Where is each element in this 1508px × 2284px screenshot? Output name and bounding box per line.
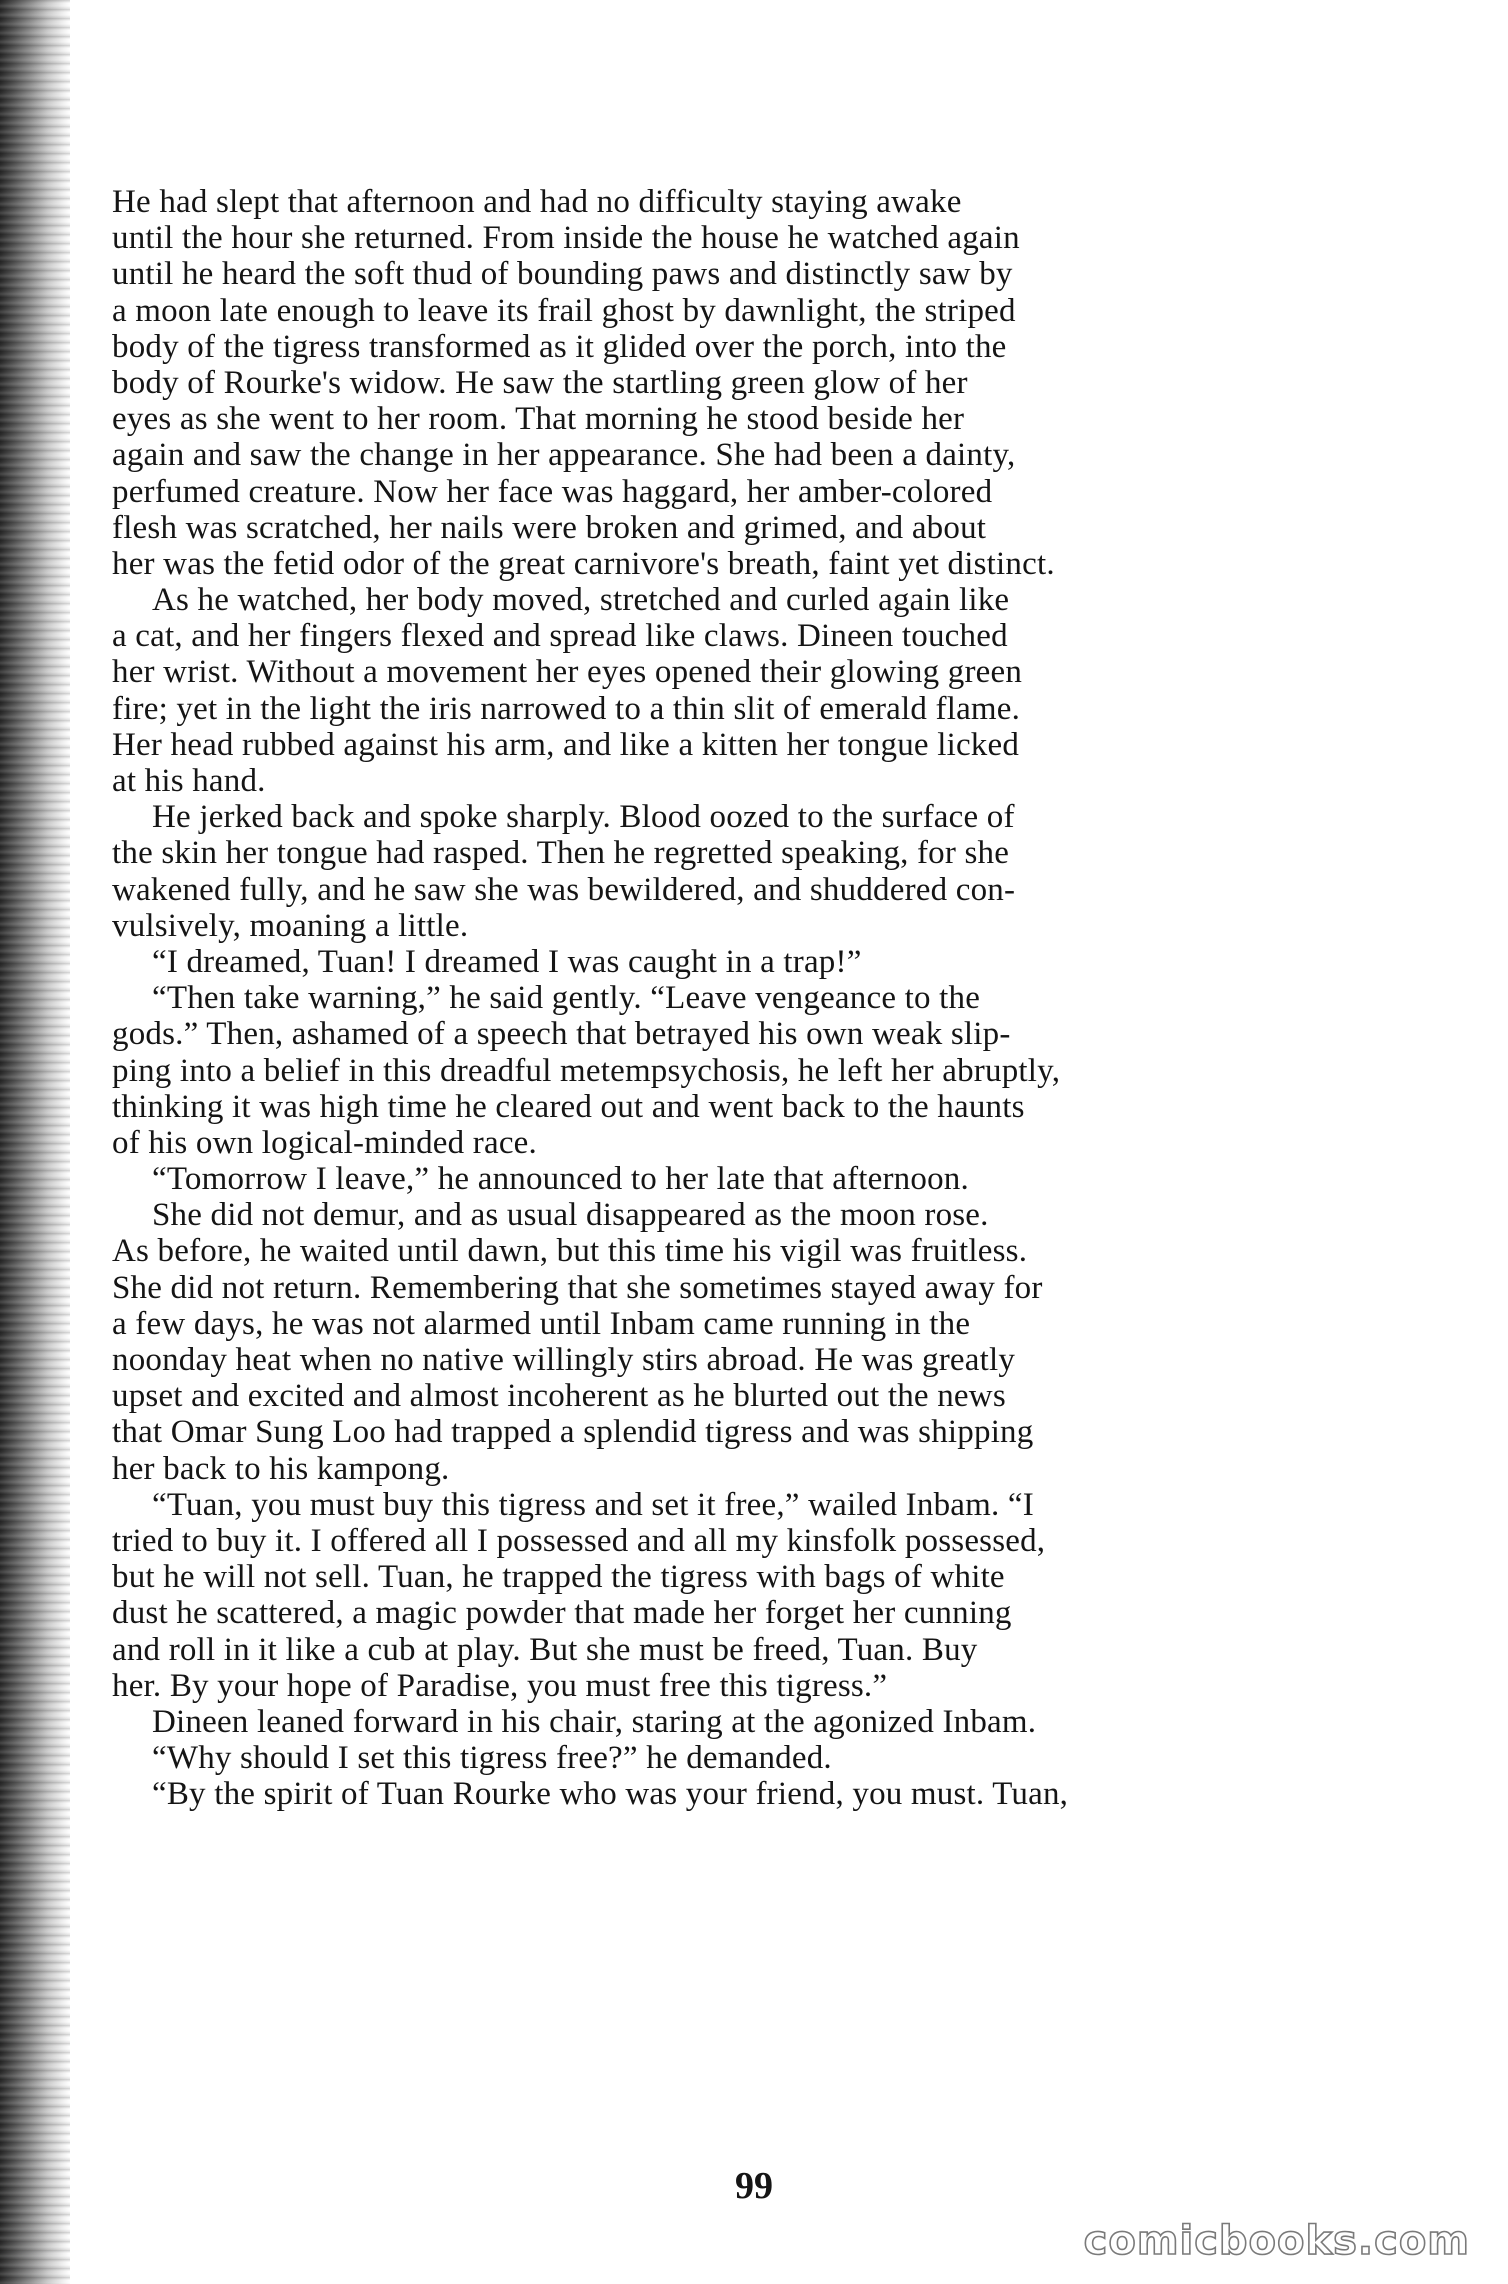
text-line: As he watched, her body moved, stretched and curled again like bbox=[152, 582, 1010, 619]
text-line: eyes as she went to her room. That morning he stood beside her bbox=[112, 401, 965, 438]
text-line: “Then take warning,” he said gently. “Leave vengeance to the bbox=[152, 980, 981, 1017]
text-line: “Tuan, you must buy this tigress and set it free,” wailed Inbam. “I bbox=[152, 1486, 1034, 1523]
text-line: “Why should I set this tigress free?” he demanded. bbox=[152, 1740, 832, 1777]
text-line: fire; yet in the light the iris narrowed to a thin slit of emerald flame. bbox=[112, 690, 1021, 727]
text-line: Dineen leaned forward in his chair, staring at the agonized Inbam. bbox=[152, 1703, 1037, 1740]
page-number: 99 bbox=[735, 2165, 773, 2207]
text-line: “By the spirit of Tuan Rourke who was your friend, you must. Tuan, bbox=[152, 1776, 1069, 1813]
text-line: her wrist. Without a movement her eyes opened their glowing green bbox=[112, 654, 1023, 691]
text-line: vulsively, moaning a little. bbox=[112, 907, 469, 944]
text-line: dust he scattered, a magic powder that made her forget her cunning bbox=[112, 1595, 1012, 1632]
text-line: flesh was scratched, her nails were broken and grimed, and about bbox=[112, 509, 987, 546]
text-line: noonday heat when no native willingly stirs abroad. He was greatly bbox=[112, 1342, 1016, 1378]
text-line: a moon late enough to leave its frail ghost by dawnlight, the striped bbox=[112, 292, 1016, 329]
page-binding-edge bbox=[0, 0, 70, 2284]
text-line: He had slept that afternoon and had no difficulty staying awake bbox=[112, 184, 962, 220]
text-line: wakened fully, and he saw she was bewildered, and shuddered con- bbox=[112, 871, 1016, 908]
text-line: of his own logical-minded race. bbox=[112, 1124, 537, 1161]
text-line: but he will not sell. Tuan, he trapped the tigress with bags of white bbox=[112, 1559, 1005, 1596]
text-line: the skin her tongue had rasped. Then he regretted speaking, for she bbox=[112, 835, 1010, 872]
text-line: and roll in it like a cub at play. But she must be freed, Tuan. Buy bbox=[112, 1631, 978, 1668]
story-text bbox=[112, 184, 1412, 1812]
text-line: As before, he waited until dawn, but this time his vigil was fruitless. bbox=[112, 1233, 1028, 1270]
text-line: She did not return. Remembering that she sometimes stayed away for bbox=[112, 1269, 1043, 1306]
text-line: “Tomorrow I leave,” he announced to her late that afternoon. bbox=[152, 1161, 969, 1198]
text-line: tried to buy it. I offered all I possessed and all my kinsfolk possessed, bbox=[112, 1522, 1046, 1559]
text-line: again and saw the change in her appearance. She had been a dainty, bbox=[112, 437, 1016, 474]
watermark: comicbooks.com bbox=[1083, 2218, 1470, 2264]
text-line: upset and excited and almost incoherent as he blurted out the news bbox=[112, 1378, 1006, 1415]
text-line: until the hour she returned. From inside the house he watched again bbox=[112, 220, 1020, 257]
text-line: perfumed creature. Now her face was haggard, her amber-colored bbox=[112, 473, 993, 510]
text-line: ping into a belief in this dreadful metempsychosis, he left her abruptly, bbox=[112, 1052, 1061, 1089]
text-line: at his hand. bbox=[112, 763, 266, 799]
text-line: her. By your hope of Paradise, you must free this tigress.” bbox=[112, 1667, 888, 1704]
text-line: gods.” Then, ashamed of a speech that betrayed his own weak slip- bbox=[112, 1016, 1011, 1053]
text-line: a cat, and her fingers flexed and spread like claws. Dineen touched bbox=[112, 618, 1008, 655]
text-line: She did not demur, and as usual disappeared as the moon rose. bbox=[152, 1197, 989, 1234]
text-line: a few days, he was not alarmed until Inbam came running in the bbox=[112, 1305, 971, 1342]
text-line: thinking it was high time he cleared out and went back to the haunts bbox=[112, 1088, 1025, 1125]
text-line: her was the fetid odor of the great carnivore's breath, faint yet distinct. bbox=[112, 545, 1055, 582]
text-line: “I dreamed, Tuan! I dreamed I was caught in a trap!” bbox=[152, 943, 862, 980]
text-line: body of the tigress transformed as it glided over the porch, into the bbox=[112, 328, 1007, 365]
text-line: body of Rourke's widow. He saw the startling green glow of her bbox=[112, 364, 968, 401]
text-line: until he heard the soft thud of bounding paws and distinctly saw by bbox=[112, 256, 1013, 293]
text-line: Her head rubbed against his arm, and like a kitten her tongue licked bbox=[112, 726, 1020, 763]
text-line: He jerked back and spoke sharply. Blood oozed to the surface of bbox=[152, 799, 1015, 836]
text-line: that Omar Sung Loo had trapped a splendid tigress and was shipping bbox=[112, 1414, 1034, 1451]
text-line: her back to his kampong. bbox=[112, 1450, 450, 1487]
